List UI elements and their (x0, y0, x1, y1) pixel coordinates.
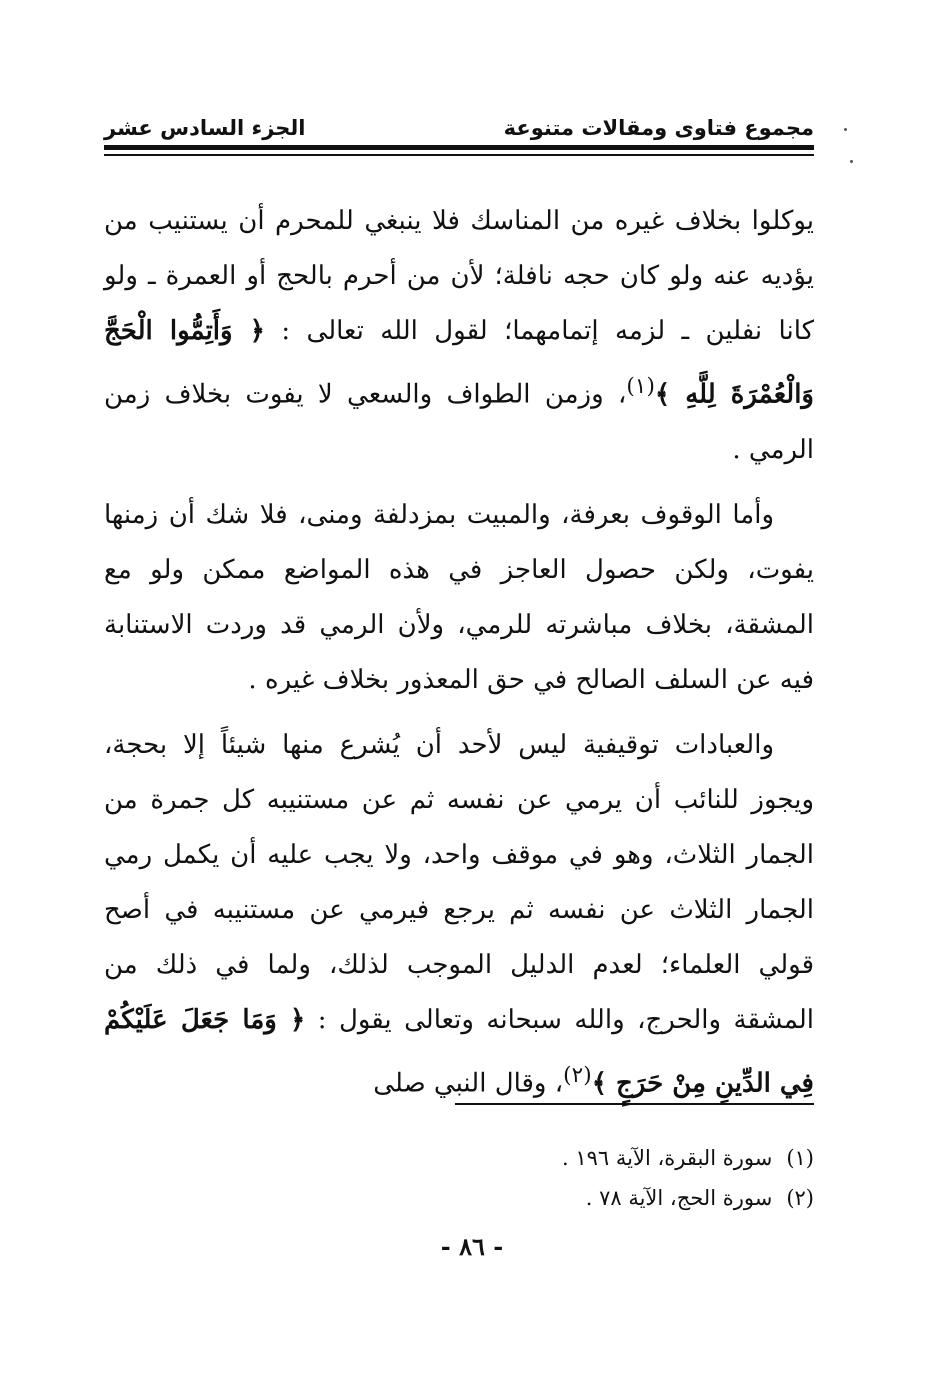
footnotes (104, 1138, 814, 1218)
book-title: مجموع فتاوى ومقالات متنوعة (503, 116, 814, 140)
quran-verse: ﴿ وَأَتِمُّوا الْحَجَّ وَالْعُمْرَةَ لِلَّهِ ﴾ (104, 316, 814, 410)
volume-label: الجزء السادس عشر (104, 116, 306, 140)
paragraph-text: ، وقال النبي صلى (373, 1068, 564, 1099)
header-rule-thick (104, 145, 814, 150)
footnote-item (104, 1138, 814, 1178)
quran-verse: ﴿ وَمَا جَعَلَ عَلَيْكُمْ فِي الدِّينِ مِنْ حَرَجٍ ﴾ (104, 1004, 814, 1099)
footnote-item (104, 1178, 814, 1218)
footnote-text: سورة الحج، الآية ٧٨ . (585, 1186, 773, 1210)
footnote-text: سورة البقرة، الآية ١٩٦ . (562, 1146, 773, 1170)
scan-speck (850, 160, 853, 163)
paragraph-text: ، وزمن الطواف والسعي لا يفوت بخلاف زمن الرمي . (104, 379, 814, 465)
paragraph-text: وأما الوقوف بعرفة، والمبيت بمزدلفة ومنى، فلا شك أن زمنها يفوت، ولكن حصول العاجز في هذه المواضع ممكن ولو مع المشقة، بخلاف مباشرته للرمي، ولأن الرمي قد وردت الاستنابة فيه عن السلف الصالح في حق المعذور بخلاف غيره . (104, 499, 814, 695)
scan-speck (844, 128, 847, 131)
paragraph (104, 194, 814, 478)
paragraph (104, 488, 814, 708)
running-header (104, 104, 814, 140)
footnote-number: (١) (786, 1146, 814, 1170)
footnote-separator (455, 1103, 814, 1105)
footnote-ref: (١) (626, 374, 655, 399)
paragraph-text: يوكلوا بخلاف غيره من المناسك فلا ينبغي للمحرم أن يستنيب من يؤديه عنه ولو كان حجه نافلة؛ لأن من أحرم بالحج أو العمرة ـ ولو كانا نفلين ـ لزمه إتمامهما؛ لقول الله تعالى : (104, 206, 814, 346)
paragraph-text: والعبادات توقيفية ليس لأحد أن يُشرع منها شيئاً إلا بحجة، ويجوز للنائب أن يرمي عن نفسه ثم عن مستنيبه كل جمرة من الجمار الثلاث، وهو في موقف واحد، ولا يجب عليه أن يكمل رمي الجمار الثلاث عن نفسه ثم يرجع فيرمي عن مستنيبه في أصح قولي العلماء؛ لعدم الدليل الموجب لذلك، ولما في ذلك من المشقة والحرج، والله سبحانه وتعالى يقول : (104, 729, 815, 1035)
footnote-ref: (٢) (563, 1062, 592, 1088)
header-rule-thin (104, 154, 814, 156)
paragraph (104, 718, 814, 1112)
footnote-number: (٢) (786, 1186, 814, 1210)
page-number: - ٨٦ - (440, 1232, 504, 1261)
main-text (104, 194, 814, 1121)
